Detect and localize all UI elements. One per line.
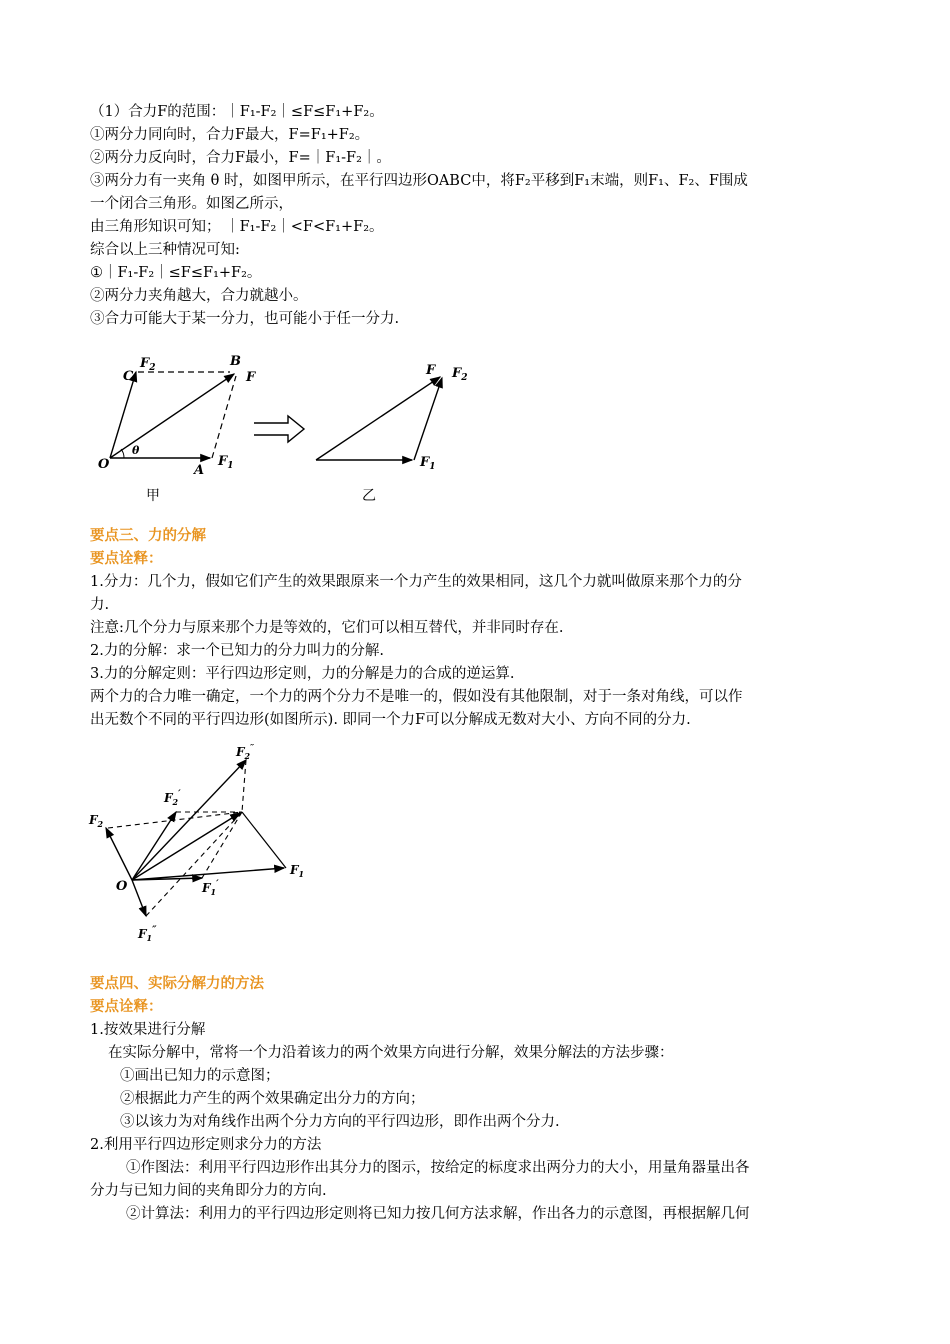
vector-f1pp <box>132 880 146 916</box>
text-line: 由三角形知识可知； ｜F₁-F₂｜<F<F₁+F₂。 <box>90 219 384 235</box>
vector-f1p <box>132 878 202 880</box>
text-line: 出无数个不同的平行四边形(如图所示). 即同一个力F可以分解成无数对大小、方向不同的分力. <box>90 712 691 728</box>
text-line: 3.力的分解定则：平行四边形定则，力的分解是力的合成的逆运算. <box>90 666 515 682</box>
text-line: ①作图法：利用平行四边形作出其分力的图示，按给定的标度求出两分力的大小，用量角器量出各 <box>126 1160 750 1176</box>
label-f2pp: $F_2''$ <box>236 744 255 761</box>
text-line: ②两分力反向时，合力F最小，F=｜F₁-F₂｜。 <box>90 150 391 166</box>
intro-block <box>90 101 870 331</box>
text-line: ②根据此力产生的两个效果确定出分力的方向； <box>120 1091 425 1107</box>
vector-f <box>316 377 440 460</box>
caption-yi: 乙 <box>362 488 376 504</box>
label-b: B <box>230 354 241 369</box>
caption-jia: 甲 <box>146 488 160 504</box>
label-c: C <box>123 369 134 384</box>
dashed-line <box>242 760 246 812</box>
text-line: 2.利用平行四边形定则求分力的方法 <box>90 1137 322 1153</box>
text-line: （1）合力F的范围：｜F₁-F₂｜≤F≤F₁+F₂。 <box>90 104 384 120</box>
text-line: ①｜F₁-F₂｜≤F≤F₁+F₂。 <box>90 265 262 281</box>
text-line: 注意:几个分力与原来那个力是等效的，它们可以相互替代，并非同时存在. <box>90 620 564 636</box>
label-o: O <box>116 879 128 894</box>
figure-yi <box>300 360 480 510</box>
section-heading: 要点三、力的分解 <box>90 528 206 544</box>
label-f1: $F_1$ <box>218 454 234 471</box>
dashed-ab <box>212 376 236 458</box>
solid-edge <box>242 812 286 868</box>
section-subheading: 要点诠释： <box>90 551 163 567</box>
label-f2: $F_2$ <box>140 356 156 373</box>
text-line: ②两分力夹角越大，合力就越小。 <box>90 288 308 304</box>
label-f2p: $F_2'$ <box>164 789 181 807</box>
vector-f1 <box>132 868 284 880</box>
label-theta: θ <box>132 444 140 457</box>
section-4 <box>90 973 870 1226</box>
text-line: ③两分力有一夹角 θ 时，如图甲所示，在平行四边形OABC中，将F₂平移到F₁末端，则F₁、F₂、F围成 <box>90 173 748 189</box>
text-line: ③以该力为对角线作出两个分力方向的平行四边形，即作出两个分力. <box>120 1114 560 1130</box>
label-f1pp: $F_1''$ <box>138 925 157 943</box>
dashed-line <box>146 812 242 916</box>
section-heading: 要点四、实际分解力的方法 <box>90 976 264 992</box>
text-line: 一个闭合三角形。如图乙所示， <box>90 196 293 212</box>
text-line: 力. <box>90 597 110 613</box>
label-f1p: $F_1'$ <box>202 879 219 897</box>
label-f2: $F_2$ <box>452 366 468 383</box>
section-subheading: 要点诠释： <box>90 999 163 1015</box>
label-f: F <box>246 370 256 385</box>
section-3 <box>90 525 870 732</box>
label-f: F <box>426 363 436 378</box>
label-f1: $F_1$ <box>290 863 305 879</box>
text-line: 在实际分解中，常将一个力沿着该力的两个效果方向进行分解，效果分解法的方法步骤： <box>108 1045 674 1061</box>
text-line: 2.力的分解：求一个已知力的分力叫力的分解. <box>90 643 384 659</box>
text-line: ③合力可能大于某一分力，也可能小于任一分力. <box>90 311 400 327</box>
text-line: 1.分力：几个力，假如它们产生的效果跟原来一个力产生的效果相同，这几个力就叫做原来那个力的分 <box>90 574 742 590</box>
label-f2: $F_2$ <box>89 813 104 829</box>
figure-decomposition <box>86 744 316 944</box>
label-f1: $F_1$ <box>420 455 436 472</box>
label-a: A <box>194 463 205 478</box>
label-o: O <box>98 457 110 472</box>
figure-jia <box>90 350 260 510</box>
text-line: 综合以上三种情况可知: <box>90 242 240 258</box>
text-line: 两个力的合力唯一确定，一个力的两个分力不是唯一的，假如没有其他限制，对于一条对角线，可以作 <box>90 689 743 705</box>
text-line: ①画出已知力的示意图； <box>120 1068 280 1084</box>
dashed-line <box>202 812 242 878</box>
vector-f2 <box>106 828 132 880</box>
angle-arc <box>121 449 124 458</box>
text-line: ②计算法：利用力的平行四边形定则将已知力按几何方法求解，作出各力的示意图，再根据解几何 <box>126 1206 750 1222</box>
text-line: ①两分力同向时，合力F最大，F=F₁+F₂。 <box>90 127 370 143</box>
text-line: 1.按效果进行分解 <box>90 1022 206 1038</box>
text-line: 分力与已知力间的夹角即分力的方向. <box>90 1183 327 1199</box>
vector-f2 <box>414 378 442 460</box>
